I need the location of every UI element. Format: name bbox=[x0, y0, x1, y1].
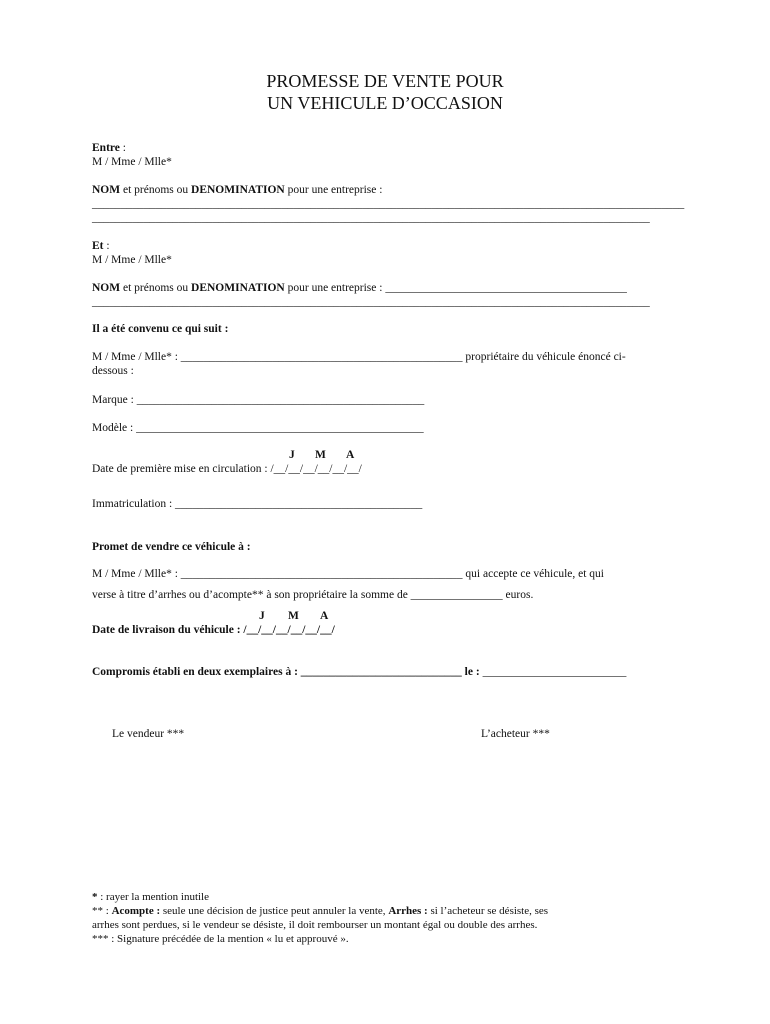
party1-colon: : bbox=[119, 142, 126, 154]
title-line-2: UN VEHICULE D’OCCASION bbox=[267, 93, 503, 113]
modele-field: Modèle : __________________________________________________ bbox=[92, 422, 424, 434]
party2-mid: et prénoms ou bbox=[120, 282, 192, 294]
party1-civility: M / Mme / Mlle* bbox=[92, 156, 172, 168]
footnote-2-arrhes: Arrhes : bbox=[388, 905, 428, 917]
party1-nom: NOM bbox=[92, 184, 121, 196]
footnote-1 bbox=[92, 890, 652, 904]
promise-heading: Promet de vendre ce véhicule à : bbox=[92, 541, 251, 553]
party1-blank-2: _________________________________________________________________________________________________ bbox=[92, 212, 650, 224]
party1-denom: DENOMINATION bbox=[191, 184, 285, 196]
compromis-text: Compromis établi en deux exemplaires à : ____________________________ bbox=[92, 666, 462, 678]
circ-j-label: J bbox=[289, 449, 295, 461]
agreement-heading: Il a été convenu ce qui suit : bbox=[92, 323, 229, 335]
footnote-2-text-2: si l’acheteur se désiste, ses bbox=[427, 905, 549, 917]
footnote-2-line-2: arrhes sont perdues, si le vendeur se désiste, il doit rembourser un montant égal ou double des arrhes. bbox=[92, 919, 538, 931]
footnote-2-text-1: seule une décision de justice peut annuler la vente, bbox=[160, 905, 389, 917]
party2-colon: : bbox=[103, 240, 110, 252]
marque-field: Marque : __________________________________________________ bbox=[92, 394, 425, 406]
delivery-m-label: M bbox=[288, 610, 299, 622]
party1-blank-1: _______________________________________________________________________________________________________ bbox=[92, 198, 685, 210]
deposit-line: verse à titre d’arrhes ou d’acompte** à son propriétaire la somme de ________________ euros. bbox=[92, 589, 534, 601]
footnote-3: *** : Signature précédée de la mention « lu et approuvé ». bbox=[92, 933, 349, 945]
compromis-le: le : bbox=[461, 666, 483, 678]
party1-name-label bbox=[92, 183, 382, 197]
party2-label: Et bbox=[92, 240, 104, 252]
party2-name-label bbox=[92, 281, 627, 295]
footnote-1-star: * bbox=[92, 891, 98, 903]
footnotes bbox=[92, 890, 652, 946]
party1-tail: pour une entreprise : bbox=[284, 184, 383, 196]
title-line-1: PROMESSE DE VENTE POUR bbox=[266, 71, 504, 91]
party2-tail: pour une entreprise : __________________________________________ bbox=[284, 282, 627, 294]
circulation-date-field: Date de première mise en circulation : /__/__/__/__/__/__/ bbox=[92, 463, 362, 475]
party2-civility: M / Mme / Mlle* bbox=[92, 254, 172, 266]
party1-heading bbox=[92, 141, 126, 155]
document-title bbox=[0, 70, 770, 114]
delivery-a-label: A bbox=[320, 610, 329, 622]
party1-label: Entre bbox=[92, 142, 120, 154]
compromis-blank: _________________________ bbox=[482, 666, 627, 678]
circ-a-label: A bbox=[346, 449, 355, 461]
owner-line-1: M / Mme / Mlle* : _________________________________________________ propriétaire du véhicule énoncé ci- bbox=[92, 351, 626, 363]
footnote-2-acompte: Acompte : bbox=[111, 905, 161, 917]
footnote-2-star: ** : bbox=[92, 905, 112, 917]
footnote-2 bbox=[92, 904, 652, 918]
buyer-signature-label: L’acheteur *** bbox=[481, 728, 550, 740]
compromis-line bbox=[92, 665, 626, 679]
owner-line-2: dessous : bbox=[92, 365, 134, 377]
party1-mid: et prénoms ou bbox=[120, 184, 192, 196]
buyer-line: M / Mme / Mlle* : _________________________________________________ qui accepte ce véhicule, et qui bbox=[92, 568, 604, 580]
seller-signature-label: Le vendeur *** bbox=[112, 728, 185, 740]
delivery-j-label: J bbox=[259, 610, 265, 622]
footnote-1-text: : rayer la mention inutile bbox=[97, 891, 209, 903]
party2-nom: NOM bbox=[92, 282, 121, 294]
immatriculation-field: Immatriculation : ___________________________________________ bbox=[92, 498, 423, 510]
delivery-date-field: Date de livraison du véhicule : /__/__/__/__/__/__/ bbox=[92, 624, 335, 636]
party2-blank-1: _________________________________________________________________________________________________ bbox=[92, 296, 650, 308]
party2-heading bbox=[92, 239, 110, 253]
circ-m-label: M bbox=[315, 449, 326, 461]
party2-denom: DENOMINATION bbox=[191, 282, 285, 294]
